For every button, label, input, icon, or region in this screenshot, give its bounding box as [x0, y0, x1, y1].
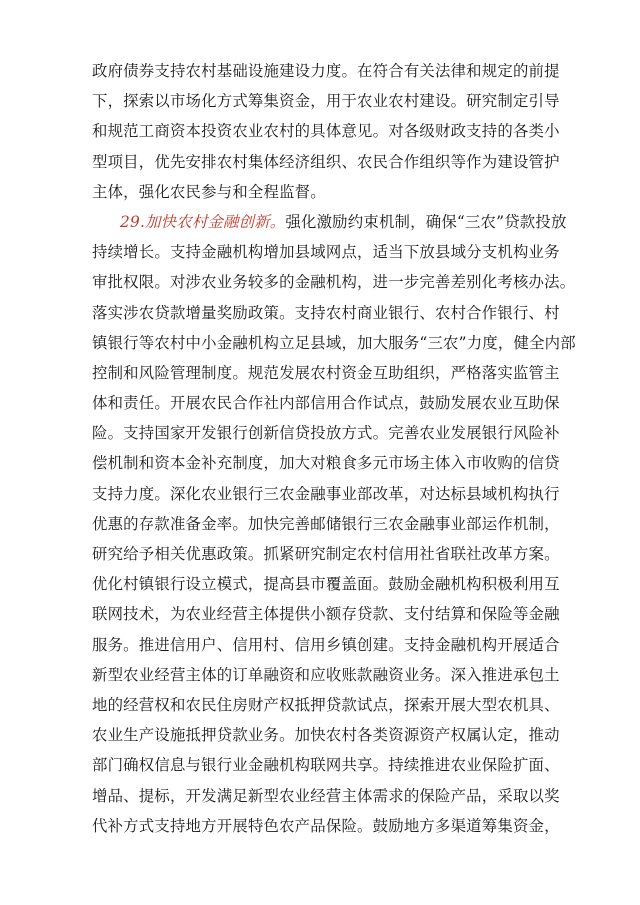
paragraph-line: 主体，强化农民参与和全程监督。	[92, 182, 326, 201]
section-number: 29.	[120, 212, 146, 231]
paragraph-line: 型项目，优先安排农村集体经济组织、农民合作组织等作为建设管护	[92, 152, 560, 171]
paragraph-line: 控制和风险管理制度。规范发展农村资金互助组织，严格落实监管主	[92, 363, 560, 382]
paragraph-line: 和规范工商资本投资农业农村的具体意见。对各级财政支持的各类小	[92, 122, 560, 141]
paragraph-line: 地的经营权和农民住房财产权抵押贷款试点，探索开展大型农机具、	[92, 695, 560, 714]
section-title: 加快农村金融创新。	[145, 212, 286, 231]
paragraph-line: 优惠的存款准备金率。加快完善邮储银行三农金融事业部运作机制，	[92, 514, 560, 533]
paragraph-line: 落实涉农贷款增量奖励政策。支持农村商业银行、农村合作银行、村	[92, 303, 560, 322]
paragraph-line: 代补方式支持地方开展特色农产品保险。鼓励地方多渠道筹集资金，	[92, 816, 560, 835]
document-body	[92, 56, 576, 841]
paragraph-line: 偿机制和资本金补充制度，加大对粮食多元市场主体入市收购的信贷	[92, 454, 560, 473]
paragraph-line: 联网技术，为农业经营主体提供小额存贷款、支付结算和保险等金融	[92, 605, 560, 624]
paragraph-line: 镇银行等农村中小金融机构立足县域，加大服务“三农”力度，健全内部	[92, 333, 576, 352]
paragraph-line: 优化村镇银行设立模式，提高县市覆盖面。鼓励金融机构积极利用互	[92, 575, 560, 594]
paragraph-line: 增品、提标，开发满足新型农业经营主体需求的保险产品，采取以奖	[92, 786, 560, 805]
section-first-line-text: 强化激励约束机制，确保“三农”贷款投放	[285, 212, 567, 231]
paragraph-line: 下，探索以市场化方式筹集资金，用于农业农村建设。研究制定引导	[92, 92, 560, 111]
paragraph-line: 部门确权信息与银行业金融机构联网共享。持续推进农业保险扩面、	[92, 756, 560, 775]
paragraph-line: 农业生产设施抵押贷款业务。加快农村各类资源资产权属认定，推动	[92, 726, 560, 745]
paragraph-line: 审批权限。对涉农业务较多的金融机构，进一步完善差别化考核办法。	[92, 273, 576, 292]
paragraph-line: 新型农业经营主体的订单融资和应收账款融资业务。深入推进承包土	[92, 665, 560, 684]
paragraph-line: 持续增长。支持金融机构增加县域网点，适当下放县域分支机构业务	[92, 243, 560, 262]
paragraph-line: 研究给予相关优惠政策。抓紧研究制定农村信用社省联社改革方案。	[92, 545, 560, 563]
section-heading-line	[92, 207, 572, 237]
paragraph-line: 服务。推进信用户、信用村、信用乡镇创建。支持金融机构开展适合	[92, 635, 560, 654]
paragraph-line: 政府债券支持农村基础设施建设力度。在符合有关法律和规定的前提	[92, 62, 560, 80]
paragraph-line: 支持力度。深化农业银行三农金融事业部改革，对达标县域机构执行	[92, 484, 560, 503]
paragraph-line: 体和责任。开展农民合作社内部信用合作试点，鼓励发展农业互助保	[92, 394, 560, 413]
paragraph-line: 险。支持国家开发银行创新信贷投放方式。完善农业发展银行风险补	[92, 424, 560, 443]
